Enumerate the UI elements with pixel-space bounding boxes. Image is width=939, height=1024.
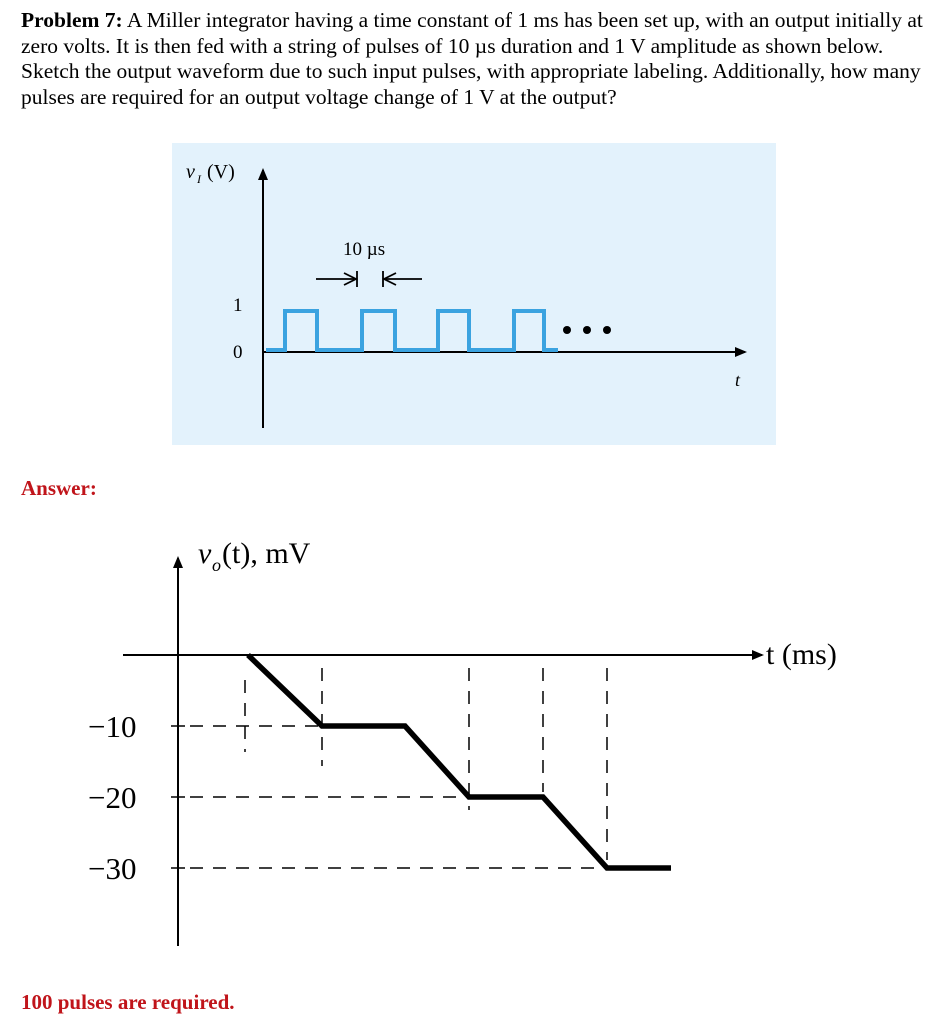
input-tick-high: 1 — [233, 295, 243, 316]
ellipsis-dot — [583, 326, 591, 334]
final-answer: 100 pulses are required. — [21, 990, 235, 1014]
ellipsis-dot — [603, 326, 611, 334]
input-x-label: t — [735, 370, 741, 390]
y-tick-label: −30 — [88, 851, 137, 886]
y-tick-label: −10 — [88, 709, 137, 744]
output-y-label-rest: (t), mV — [222, 537, 311, 570]
input-y-label-subscript: I — [197, 172, 201, 186]
pulse-width-label: 10 µs — [343, 239, 386, 260]
input-y-label: v — [186, 161, 195, 183]
answer-label: Answer: — [21, 476, 97, 500]
problem-label: Problem 7: — [21, 8, 123, 32]
output-y-label: v — [198, 537, 212, 570]
output-x-label: t (ms) — [766, 638, 837, 671]
input-y-label-units: (V) — [207, 161, 235, 183]
y-tick-label: −20 — [88, 780, 137, 815]
output-chart — [88, 537, 837, 946]
problem-text: A Miller integrator having a time constant of 1 ms has been set up, with an output initially at zero volts. It is then fed with a string of pulses of 10 µs duration and 1 V amplitude as shown below. Sketch the output waveform due to such input pulses, with appropriate labeling. Additionally, how many pulses are required for an output voltage change of 1 V at the output? — [21, 8, 923, 109]
output-y-label-subscript: o — [212, 555, 221, 575]
input-tick-low: 0 — [233, 342, 243, 363]
ellipsis-dot — [563, 326, 571, 334]
